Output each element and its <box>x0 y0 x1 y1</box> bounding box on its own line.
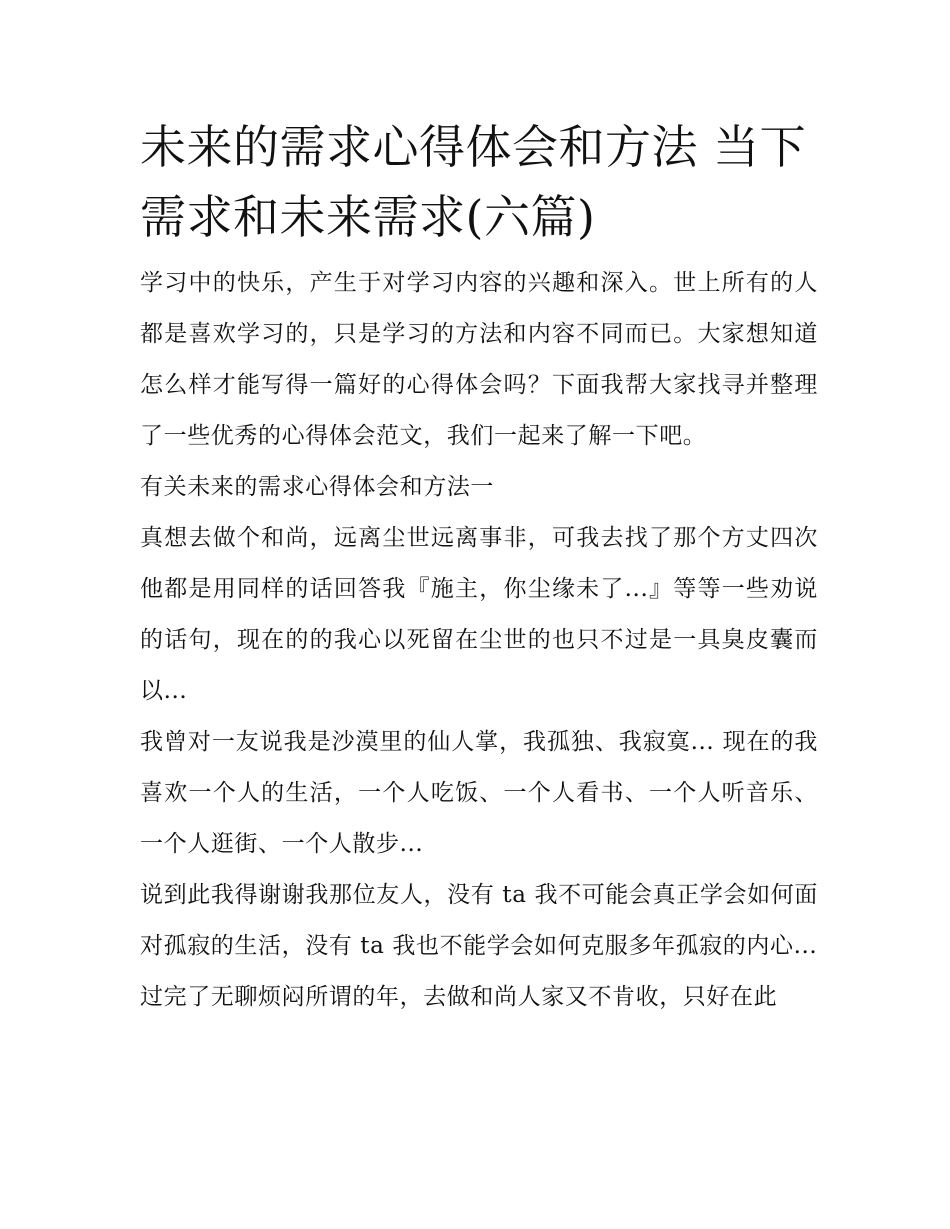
body-paragraph: 我曾对一友说我是沙漠里的仙人掌，我孤独、我寂寞... 现在的我喜欢一个人的生活，一个人吃饭、一个人看书、一个人听音乐、一个人逛街、一个人散步... <box>140 729 818 857</box>
section-heading: 有关未来的需求心得体会和方法一 <box>140 474 494 500</box>
intro-paragraph: 学习中的快乐，产生于对学习内容的兴趣和深入。世上所有的人都是喜欢学习的，只是学习的方法和内容不同而已。大家想知道怎么样才能写得一篇好的心得体会吗？下面我帮大家找寻并整理了一些优秀的心得体会范文，我们一起来了解一下吧。 <box>140 270 818 449</box>
body-paragraph: 过完了无聊烦闷所谓的年，去做和尚人家又不肯收，只好在此 <box>140 984 778 1010</box>
body-paragraph: 说到此我得谢谢我那位友人，没有 ta 我不可能会真正学会如何面对孤寂的生活，没有 ta 我也不能学会如何克服多年孤寂的内心... <box>140 882 818 959</box>
document-title: 未来的需求心得体会和方法 当下需求和未来需求(六篇) <box>140 120 807 244</box>
body-paragraph: 真想去做个和尚，远离尘世远离事非，可我去找了那个方丈四次他都是用同样的话回答我『施主，你尘缘未了...』等等一些劝说的话句，现在的的我心以死留在尘世的也只不过是一具臭皮囊而以... <box>140 525 818 704</box>
document-body <box>140 112 818 1023</box>
